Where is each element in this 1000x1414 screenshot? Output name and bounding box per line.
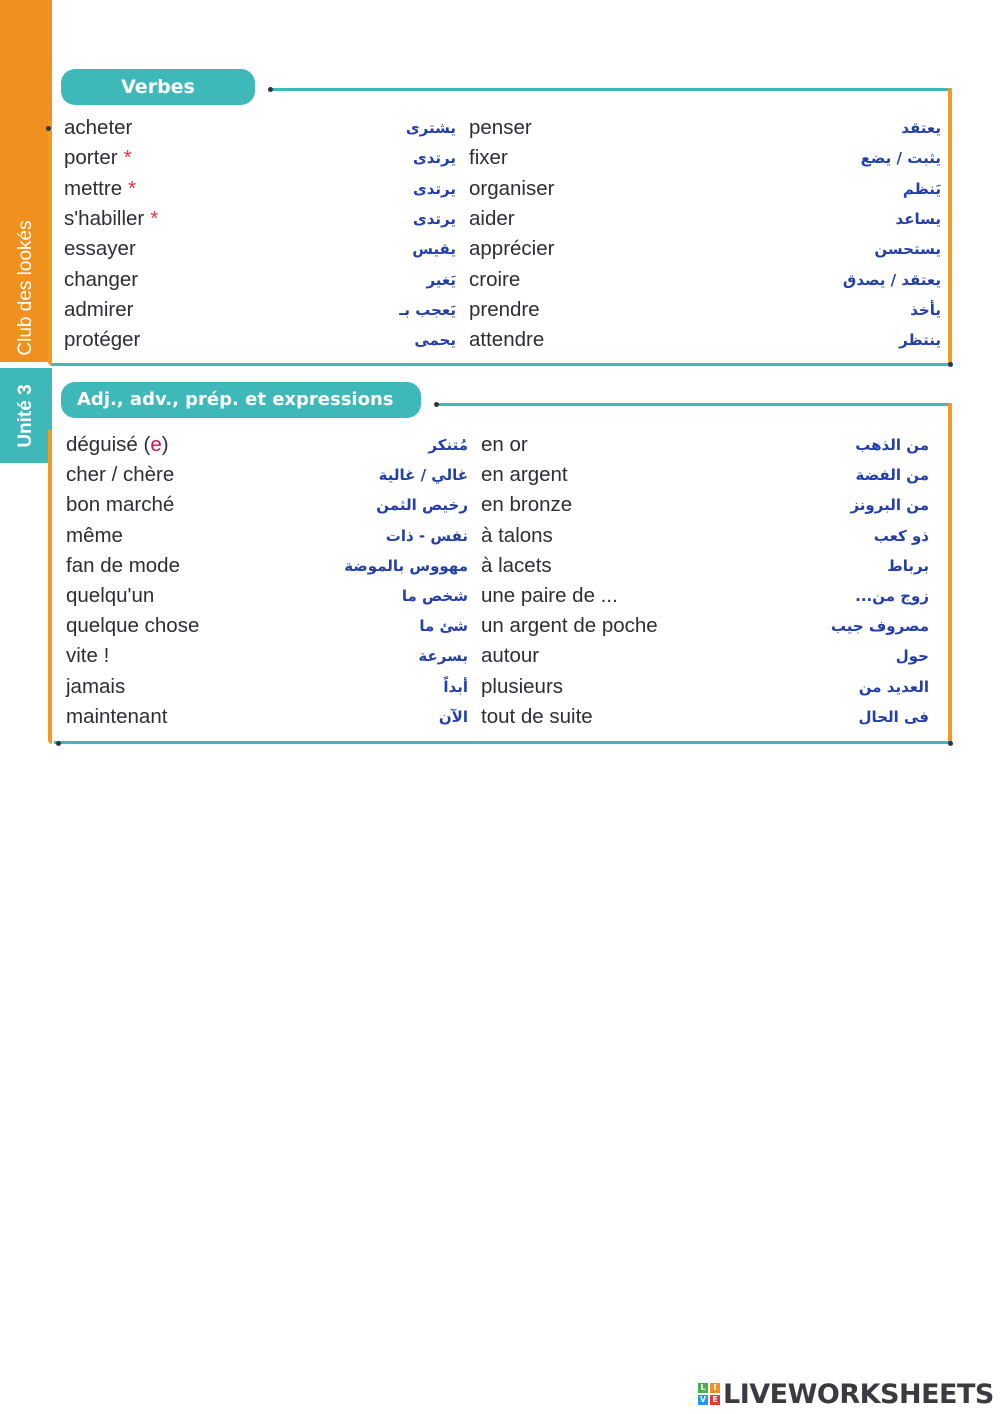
arabic-translation: يَغير (426, 270, 456, 289)
french-term: en bronze (481, 493, 573, 517)
french-term: à lacets (481, 553, 552, 577)
arabic-translation: من الذهب (855, 436, 929, 454)
star-marker: * (150, 206, 159, 230)
arabic-translation: يساعد (895, 209, 941, 228)
feminine-suffix: e (150, 433, 162, 456)
french-term: mettre * (64, 176, 137, 200)
arabic-translation: برباط (887, 556, 929, 575)
french-term: changer (64, 267, 139, 291)
arabic-translation: يأخذ (910, 300, 941, 319)
french-term: jamais (66, 674, 126, 698)
vocab-row (66, 702, 468, 732)
french-term: acheter (64, 116, 133, 139)
vocab-row (481, 581, 929, 611)
arabic-translation: يَعجب بـ (399, 300, 456, 319)
vocab-row (469, 113, 941, 143)
french-term: protéger (64, 328, 141, 352)
verbs-title: Verbes (61, 69, 255, 105)
french-term: déguisé (e) (66, 433, 169, 456)
french-term: admirer (64, 297, 134, 321)
vocab-row (469, 204, 941, 234)
arabic-translation: من الفضة (855, 466, 929, 485)
liveworksheets-logo (698, 1378, 994, 1410)
vocab-row (66, 430, 468, 460)
vocab-row (481, 611, 929, 641)
vocab-row (469, 265, 941, 295)
vocab-row (64, 265, 456, 295)
vocab-row (469, 143, 941, 173)
chapter-title: Club des lookés (15, 220, 36, 356)
french-term: plusieurs (481, 674, 564, 698)
vocab-row (66, 672, 468, 702)
vocab-row (481, 490, 929, 520)
french-term: croire (469, 267, 521, 291)
arabic-translation: حول (895, 647, 929, 666)
french-term: fan de mode (66, 553, 180, 577)
arabic-translation: يرتدى (412, 209, 456, 228)
vocab-row (481, 430, 929, 460)
french-term: maintenant (66, 704, 168, 728)
arabic-translation: غالي / غالية (378, 466, 468, 485)
arabic-translation: يعتقد (901, 119, 941, 137)
arabic-translation: أبداً (443, 677, 468, 696)
french-term: attendre (469, 328, 545, 352)
french-term: apprécier (469, 237, 555, 261)
french-term: penser (469, 116, 532, 139)
arabic-translation: الآن (438, 707, 468, 726)
french-term: quelqu'un (66, 584, 155, 607)
vocab-row (469, 295, 941, 325)
arabic-translation: فى الحال (858, 707, 929, 726)
vocab-row (66, 641, 468, 671)
vocab-row (64, 204, 456, 234)
arabic-translation: بسرعة (418, 647, 468, 666)
arabic-translation: يعتقد / يصدق (842, 270, 941, 289)
french-term: quelque chose (66, 614, 200, 638)
french-term: autour (481, 644, 540, 668)
french-term: prendre (469, 297, 540, 321)
arabic-translation: زوج من... (855, 587, 929, 605)
arabic-translation: شخص ما (401, 587, 468, 605)
vocab-row (66, 490, 468, 520)
french-term: fixer (469, 146, 508, 170)
vocab-row (64, 174, 456, 204)
french-term: organiser (469, 176, 555, 200)
arabic-translation: يرتدى (412, 149, 456, 168)
vocab-row (66, 611, 468, 641)
french-term: vite ! (66, 644, 110, 668)
vocab-row (481, 460, 929, 490)
logo-grid-icon: L I V E (698, 1383, 720, 1405)
vocab-row (469, 325, 941, 355)
vocab-row (64, 143, 456, 173)
vocab-row (66, 551, 468, 581)
arabic-translation: ذو كعب (873, 526, 929, 545)
french-term: en argent (481, 463, 568, 487)
vocab-row (469, 174, 941, 204)
french-term: s'habiller * (64, 206, 159, 230)
arabic-translation: شئ ما (419, 617, 468, 636)
arabic-translation: مُتنكر (428, 436, 468, 454)
vocab-row (66, 521, 468, 551)
french-term: essayer (64, 237, 136, 261)
french-term: même (66, 523, 123, 547)
arabic-translation: يثبت / يضع (860, 149, 941, 168)
french-term: un argent de poche (481, 614, 658, 638)
logo-text: LIVEWORKSHEETS (723, 1378, 994, 1410)
vocab-row (64, 234, 456, 264)
vocab-row (469, 234, 941, 264)
vocab-row (481, 672, 929, 702)
french-term: une paire de ... (481, 584, 618, 607)
arabic-translation: من البرونز (850, 496, 929, 515)
arabic-translation: يقيس (412, 240, 456, 259)
expressions-title: Adj., adv., prép. et expressions (61, 382, 421, 418)
vocab-row (481, 641, 929, 671)
star-marker: * (128, 176, 137, 200)
vocab-row (481, 702, 929, 732)
arabic-translation: العديد من (858, 677, 929, 696)
arabic-translation: يستحسن (874, 240, 941, 259)
vocab-row (66, 581, 468, 611)
french-term: à talons (481, 523, 553, 547)
arabic-translation: نفس - ذات (385, 526, 468, 545)
arabic-translation: يشترى (405, 119, 456, 137)
arabic-translation: مصروف جيب (830, 617, 929, 636)
vocab-row (481, 521, 929, 551)
french-term: cher / chère (66, 463, 175, 487)
arabic-translation: مهووس بالموضة (344, 556, 468, 575)
french-term: bon marché (66, 493, 175, 517)
vocab-row (64, 325, 456, 355)
unit-label: Unité 3 (15, 384, 36, 448)
french-term: en or (481, 433, 528, 456)
vocab-row (481, 551, 929, 581)
french-term: aider (469, 206, 515, 230)
arabic-translation: يرتدى (412, 179, 456, 198)
arabic-translation: يحمى (414, 331, 456, 350)
arabic-translation: يَنظم (902, 179, 941, 198)
vocab-row (64, 113, 456, 143)
vocab-row (66, 460, 468, 490)
french-term: porter * (64, 146, 132, 170)
arabic-translation: ينتظر (899, 331, 941, 350)
star-marker: * (123, 146, 132, 170)
french-term: tout de suite (481, 704, 593, 728)
vocab-row (64, 295, 456, 325)
arabic-translation: رخيص الثمن (376, 496, 468, 515)
